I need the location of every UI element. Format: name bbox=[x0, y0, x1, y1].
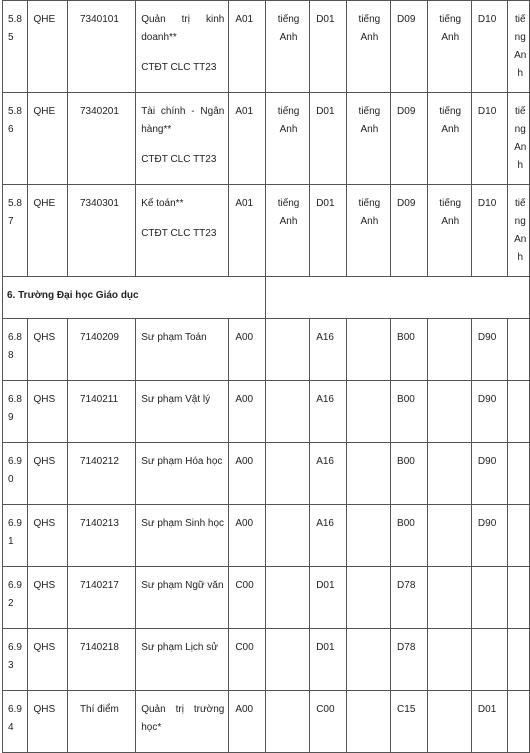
cell-language bbox=[427, 567, 471, 629]
cell-stt: 5.85 bbox=[3, 1, 28, 93]
cell-language: tiếng Anh bbox=[508, 93, 530, 185]
cell-code: QHE bbox=[28, 93, 68, 185]
cell-combo: A00 bbox=[229, 381, 266, 443]
cell-major-name bbox=[136, 443, 229, 505]
cell-major-code: 7340301 bbox=[67, 185, 135, 277]
cell-combo: D90 bbox=[471, 319, 508, 381]
cell-language bbox=[427, 381, 471, 443]
cell-code: QHE bbox=[28, 185, 68, 277]
cell-combo: A01 bbox=[229, 1, 266, 93]
cell-major-code: 7140212 bbox=[67, 443, 135, 505]
cell-stt: 5.87 bbox=[3, 185, 28, 277]
cell-language bbox=[427, 629, 471, 691]
cell-language bbox=[427, 505, 471, 567]
cell-language: tiếng Anh bbox=[346, 185, 390, 277]
cell-stt: 6.93 bbox=[3, 629, 28, 691]
cell-code: QHS bbox=[28, 691, 68, 753]
program-note: CTĐT CLC TT23 bbox=[141, 228, 217, 239]
section-title: 6. Trường Đại học Giáo dục bbox=[3, 277, 266, 319]
cell-combo: B00 bbox=[391, 319, 428, 381]
cell-combo: C00 bbox=[229, 629, 266, 691]
cell-combo: D01 bbox=[310, 629, 347, 691]
major-name: Quản trị kinh doanh** bbox=[141, 14, 225, 43]
cell-combo: D90 bbox=[471, 381, 508, 443]
major-name: Sư phạm Sinh học bbox=[141, 518, 225, 529]
cell-combo: C00 bbox=[229, 567, 266, 629]
cell-combo: D10 bbox=[471, 1, 508, 93]
cell-language bbox=[427, 691, 471, 753]
table-row bbox=[3, 1, 530, 93]
major-name: Sư phạm Ngữ văn bbox=[141, 580, 224, 591]
table-row bbox=[3, 443, 530, 505]
cell-stt: 6.92 bbox=[3, 567, 28, 629]
cell-combo bbox=[471, 567, 508, 629]
table-row bbox=[3, 319, 530, 381]
cell-combo: D78 bbox=[391, 567, 428, 629]
cell-language bbox=[346, 505, 390, 567]
major-name: Kế toán** bbox=[141, 198, 184, 209]
cell-combo: A16 bbox=[310, 319, 347, 381]
cell-major-code: Thí điểm bbox=[67, 691, 135, 753]
cell-language bbox=[427, 443, 471, 505]
cell-code: QHS bbox=[28, 505, 68, 567]
cell-language bbox=[346, 381, 390, 443]
cell-combo: D10 bbox=[471, 185, 508, 277]
cell-major-code: 7140209 bbox=[67, 319, 135, 381]
cell-major-name bbox=[136, 93, 229, 185]
cell-code: QHS bbox=[28, 629, 68, 691]
cell-language bbox=[508, 319, 530, 381]
cell-language bbox=[508, 567, 530, 629]
cell-code: QHS bbox=[28, 381, 68, 443]
cell-major-name bbox=[136, 691, 229, 753]
cell-major-name bbox=[136, 185, 229, 277]
cell-combo: A01 bbox=[229, 93, 266, 185]
major-name: Tài chính - Ngân hàng** bbox=[141, 106, 225, 135]
cell-combo: D90 bbox=[471, 443, 508, 505]
cell-language bbox=[346, 567, 390, 629]
cell-combo: D01 bbox=[310, 567, 347, 629]
cell-code: QHS bbox=[28, 567, 68, 629]
cell-stt: 6.94 bbox=[3, 691, 28, 753]
program-note: CTĐT CLC TT23 bbox=[141, 62, 217, 73]
major-name: Sư phạm Toán bbox=[141, 332, 207, 343]
cell-language: tiếng Anh bbox=[427, 185, 471, 277]
cell-combo: D01 bbox=[310, 185, 347, 277]
cell-language bbox=[346, 319, 390, 381]
cell-combo: D09 bbox=[391, 1, 428, 93]
table-row bbox=[3, 691, 530, 753]
cell-combo: C15 bbox=[391, 691, 428, 753]
cell-language bbox=[508, 505, 530, 567]
cell-stt: 6.90 bbox=[3, 443, 28, 505]
cell-major-name bbox=[136, 319, 229, 381]
cell-combo: A16 bbox=[310, 381, 347, 443]
table-row bbox=[3, 505, 530, 567]
cell-major-code: 7340201 bbox=[67, 93, 135, 185]
cell-combo: D10 bbox=[471, 93, 508, 185]
cell-language bbox=[508, 629, 530, 691]
cell-language bbox=[265, 567, 309, 629]
cell-language: tiếng Anh bbox=[265, 1, 309, 93]
table-row bbox=[3, 93, 530, 185]
admissions-table bbox=[2, 0, 530, 753]
cell-combo: D09 bbox=[391, 185, 428, 277]
table-row bbox=[3, 629, 530, 691]
cell-combo: A00 bbox=[229, 505, 266, 567]
cell-combo: D78 bbox=[391, 629, 428, 691]
cell-combo bbox=[471, 629, 508, 691]
major-name: Sư phạm Lịch sử bbox=[141, 642, 218, 653]
cell-language bbox=[346, 629, 390, 691]
cell-major-code: 7140218 bbox=[67, 629, 135, 691]
cell-language bbox=[508, 381, 530, 443]
cell-combo: A00 bbox=[229, 319, 266, 381]
cell-combo: B00 bbox=[391, 505, 428, 567]
cell-major-code: 7140217 bbox=[67, 567, 135, 629]
cell-combo: B00 bbox=[391, 443, 428, 505]
cell-combo: D09 bbox=[391, 93, 428, 185]
cell-major-code: 7340101 bbox=[67, 1, 135, 93]
cell-language: tiếng Anh bbox=[427, 1, 471, 93]
cell-language bbox=[346, 691, 390, 753]
table-row bbox=[3, 185, 530, 277]
cell-combo: A16 bbox=[310, 505, 347, 567]
section-spacer bbox=[265, 277, 529, 319]
cell-code: QHS bbox=[28, 319, 68, 381]
cell-stt: 6.89 bbox=[3, 381, 28, 443]
cell-language bbox=[508, 443, 530, 505]
cell-major-code: 7140213 bbox=[67, 505, 135, 567]
cell-language bbox=[265, 443, 309, 505]
major-name: Sư phạm Hóa học bbox=[141, 456, 223, 467]
cell-language bbox=[265, 629, 309, 691]
cell-language: tiếng Anh bbox=[265, 185, 309, 277]
table-row bbox=[3, 381, 530, 443]
cell-language: tiếng Anh bbox=[265, 93, 309, 185]
cell-language: tiếng Anh bbox=[508, 185, 530, 277]
cell-major-name bbox=[136, 505, 229, 567]
cell-major-name bbox=[136, 567, 229, 629]
cell-language bbox=[427, 319, 471, 381]
table-row bbox=[3, 567, 530, 629]
cell-combo: A01 bbox=[229, 185, 266, 277]
cell-stt: 6.91 bbox=[3, 505, 28, 567]
cell-combo: D01 bbox=[471, 691, 508, 753]
cell-combo: B00 bbox=[391, 381, 428, 443]
program-note: CTĐT CLC TT23 bbox=[141, 154, 217, 165]
cell-code: QHE bbox=[28, 1, 68, 93]
major-name: Quản trị trường học* bbox=[141, 704, 225, 733]
section-row bbox=[3, 277, 530, 319]
cell-major-name bbox=[136, 381, 229, 443]
cell-combo: C00 bbox=[310, 691, 347, 753]
cell-combo: A16 bbox=[310, 443, 347, 505]
cell-major-code: 7140211 bbox=[67, 381, 135, 443]
cell-combo: D90 bbox=[471, 505, 508, 567]
cell-language bbox=[265, 319, 309, 381]
cell-combo: A00 bbox=[229, 691, 266, 753]
cell-language bbox=[265, 505, 309, 567]
table-body bbox=[3, 1, 530, 753]
major-name: Sư phạm Vật lý bbox=[141, 394, 211, 405]
cell-language: tiếng Anh bbox=[346, 93, 390, 185]
cell-stt: 6.88 bbox=[3, 319, 28, 381]
cell-combo: D01 bbox=[310, 1, 347, 93]
cell-language bbox=[508, 691, 530, 753]
cell-language: tiếng Anh bbox=[508, 1, 530, 93]
cell-language bbox=[346, 443, 390, 505]
cell-code: QHS bbox=[28, 443, 68, 505]
cell-combo: A00 bbox=[229, 443, 266, 505]
cell-stt: 5.86 bbox=[3, 93, 28, 185]
cell-major-name bbox=[136, 1, 229, 93]
cell-major-name bbox=[136, 629, 229, 691]
cell-language: tiếng Anh bbox=[427, 93, 471, 185]
cell-language: tiếng Anh bbox=[346, 1, 390, 93]
cell-language bbox=[265, 691, 309, 753]
cell-language bbox=[265, 381, 309, 443]
cell-combo: D01 bbox=[310, 93, 347, 185]
